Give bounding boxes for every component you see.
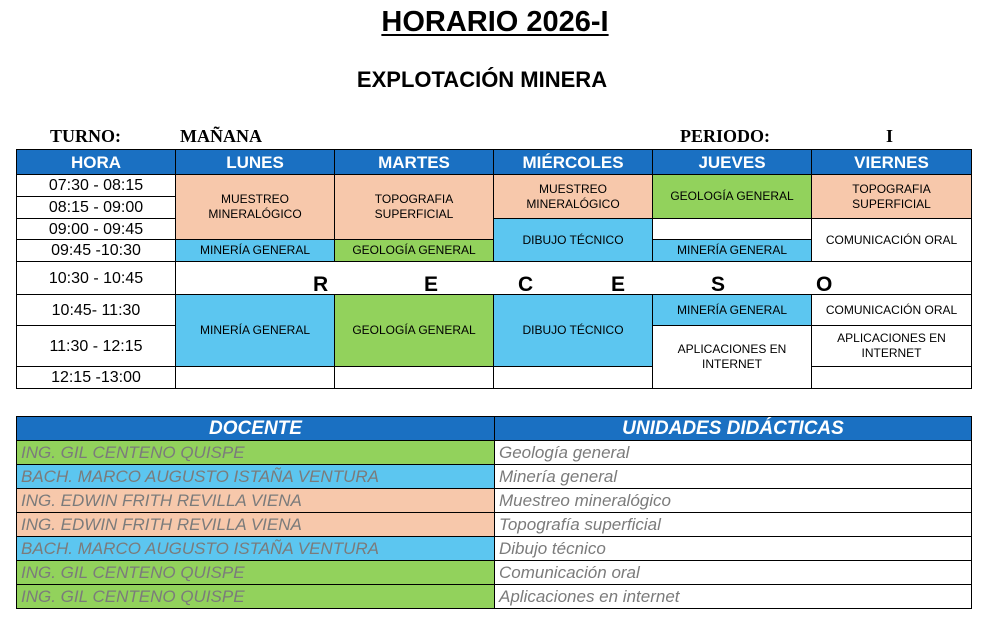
- docente-cell: ING. GIL CENTENO QUISPE: [17, 585, 495, 609]
- table-row: [17, 585, 972, 609]
- class-cell: MINERÍA GENERAL: [176, 295, 335, 367]
- header-unidades: UNIDADES DIDÁCTICAS: [495, 417, 972, 441]
- class-cell: MUESTREO MINERALÓGICO: [494, 175, 653, 219]
- class-cell: GEOLOGÍA GENERAL: [335, 240, 494, 262]
- time-slot: 12:15 -13:00: [17, 367, 176, 389]
- table-row: [17, 537, 972, 561]
- table-row: [17, 441, 972, 465]
- docentes-table: [16, 416, 972, 609]
- time-slot: 10:45- 11:30: [17, 295, 176, 326]
- schedule-row: [17, 219, 972, 240]
- class-cell: COMUNICACIÓN ORAL: [812, 295, 972, 326]
- unidad-cell: Dibujo técnico: [495, 537, 972, 561]
- periodo-label: PERIODO:: [680, 126, 770, 146]
- time-slot: 09:00 - 09:45: [17, 219, 176, 240]
- empty-cell: [653, 219, 812, 240]
- empty-cell: [176, 367, 335, 389]
- schedule-row: [17, 367, 972, 389]
- unidad-cell: Muestreo mineralógico: [495, 489, 972, 513]
- docentes-header-row: [17, 417, 972, 441]
- empty-cell: [494, 367, 653, 389]
- time-slot: 07:30 - 08:15: [17, 175, 176, 197]
- schedule-row: [17, 295, 972, 326]
- empty-cell: [812, 367, 972, 389]
- table-row: [17, 561, 972, 585]
- header-docente: DOCENTE: [17, 417, 495, 441]
- class-cell: APLICACIONES EN INTERNET: [653, 326, 812, 389]
- header-jueves: JUEVES: [653, 150, 812, 175]
- turno-value: MAÑANA: [180, 126, 262, 146]
- class-cell: TOPOGRAFIA SUPERFICIAL: [812, 175, 972, 219]
- docente-cell: ING. GIL CENTENO QUISPE: [17, 441, 495, 465]
- docente-cell: ING. EDWIN FRITH REVILLA VIENA: [17, 489, 495, 513]
- recreo-letter: S: [711, 273, 726, 296]
- class-cell: MINERÍA GENERAL: [653, 240, 812, 262]
- class-cell: MINERÍA GENERAL: [176, 240, 335, 262]
- docente-cell: ING. GIL CENTENO QUISPE: [17, 561, 495, 585]
- table-row: [17, 513, 972, 537]
- table-row: [17, 465, 972, 489]
- schedule-table: [16, 149, 972, 389]
- time-slot: 10:30 - 10:45: [17, 262, 176, 295]
- class-cell: COMUNICACIÓN ORAL: [812, 219, 972, 262]
- header-martes: MARTES: [335, 150, 494, 175]
- time-slot: 09:45 -10:30: [17, 240, 176, 262]
- unidad-cell: Comunicación oral: [495, 561, 972, 585]
- class-cell: DIBUJO TÉCNICO: [494, 219, 653, 262]
- unidad-cell: Geología general: [495, 441, 972, 465]
- recreo-cell: [176, 262, 972, 295]
- unidad-cell: Topografía superficial: [495, 513, 972, 537]
- periodo-value: I: [886, 126, 894, 146]
- empty-cell: [335, 367, 494, 389]
- time-slot: 11:30 - 12:15: [17, 326, 176, 367]
- docente-cell: BACH. MARCO AUGUSTO ISTAÑA VENTURA: [17, 465, 495, 489]
- class-cell: MINERÍA GENERAL: [653, 295, 812, 326]
- docente-cell: BACH. MARCO AUGUSTO ISTAÑA VENTURA: [17, 537, 495, 561]
- recreo-letter: E: [611, 273, 626, 296]
- schedule-header-row: [17, 150, 972, 175]
- header-viernes: VIERNES: [812, 150, 972, 175]
- header-miercoles: MIÉRCOLES: [494, 150, 653, 175]
- recreo-letter: R: [313, 273, 329, 296]
- recreo-letter: O: [816, 273, 833, 296]
- page-title: HORARIO 2026-I: [381, 6, 609, 38]
- recreo-letter: C: [518, 273, 534, 296]
- class-cell: MUESTREO MINERALÓGICO: [176, 175, 335, 240]
- schedule-row: [17, 175, 972, 197]
- header-lunes: LUNES: [176, 150, 335, 175]
- class-cell: DIBUJO TÉCNICO: [494, 295, 653, 367]
- docente-cell: ING. EDWIN FRITH REVILLA VIENA: [17, 513, 495, 537]
- table-row: [17, 489, 972, 513]
- turno-label: TURNO:: [50, 126, 121, 146]
- class-cell: GEOLOGÍA GENERAL: [335, 295, 494, 367]
- unidad-cell: Minería general: [495, 465, 972, 489]
- unidad-cell: Aplicaciones en internet: [495, 585, 972, 609]
- time-slot: 08:15 - 09:00: [17, 197, 176, 219]
- recreo-letter: E: [424, 273, 439, 296]
- class-cell: APLICACIONES EN INTERNET: [812, 326, 972, 367]
- class-cell: GEOLOGÍA GENERAL: [653, 175, 812, 219]
- page-subtitle: EXPLOTACIÓN MINERA: [356, 67, 608, 92]
- class-cell: TOPOGRAFIA SUPERFICIAL: [335, 175, 494, 240]
- header-hora: HORA: [17, 150, 176, 175]
